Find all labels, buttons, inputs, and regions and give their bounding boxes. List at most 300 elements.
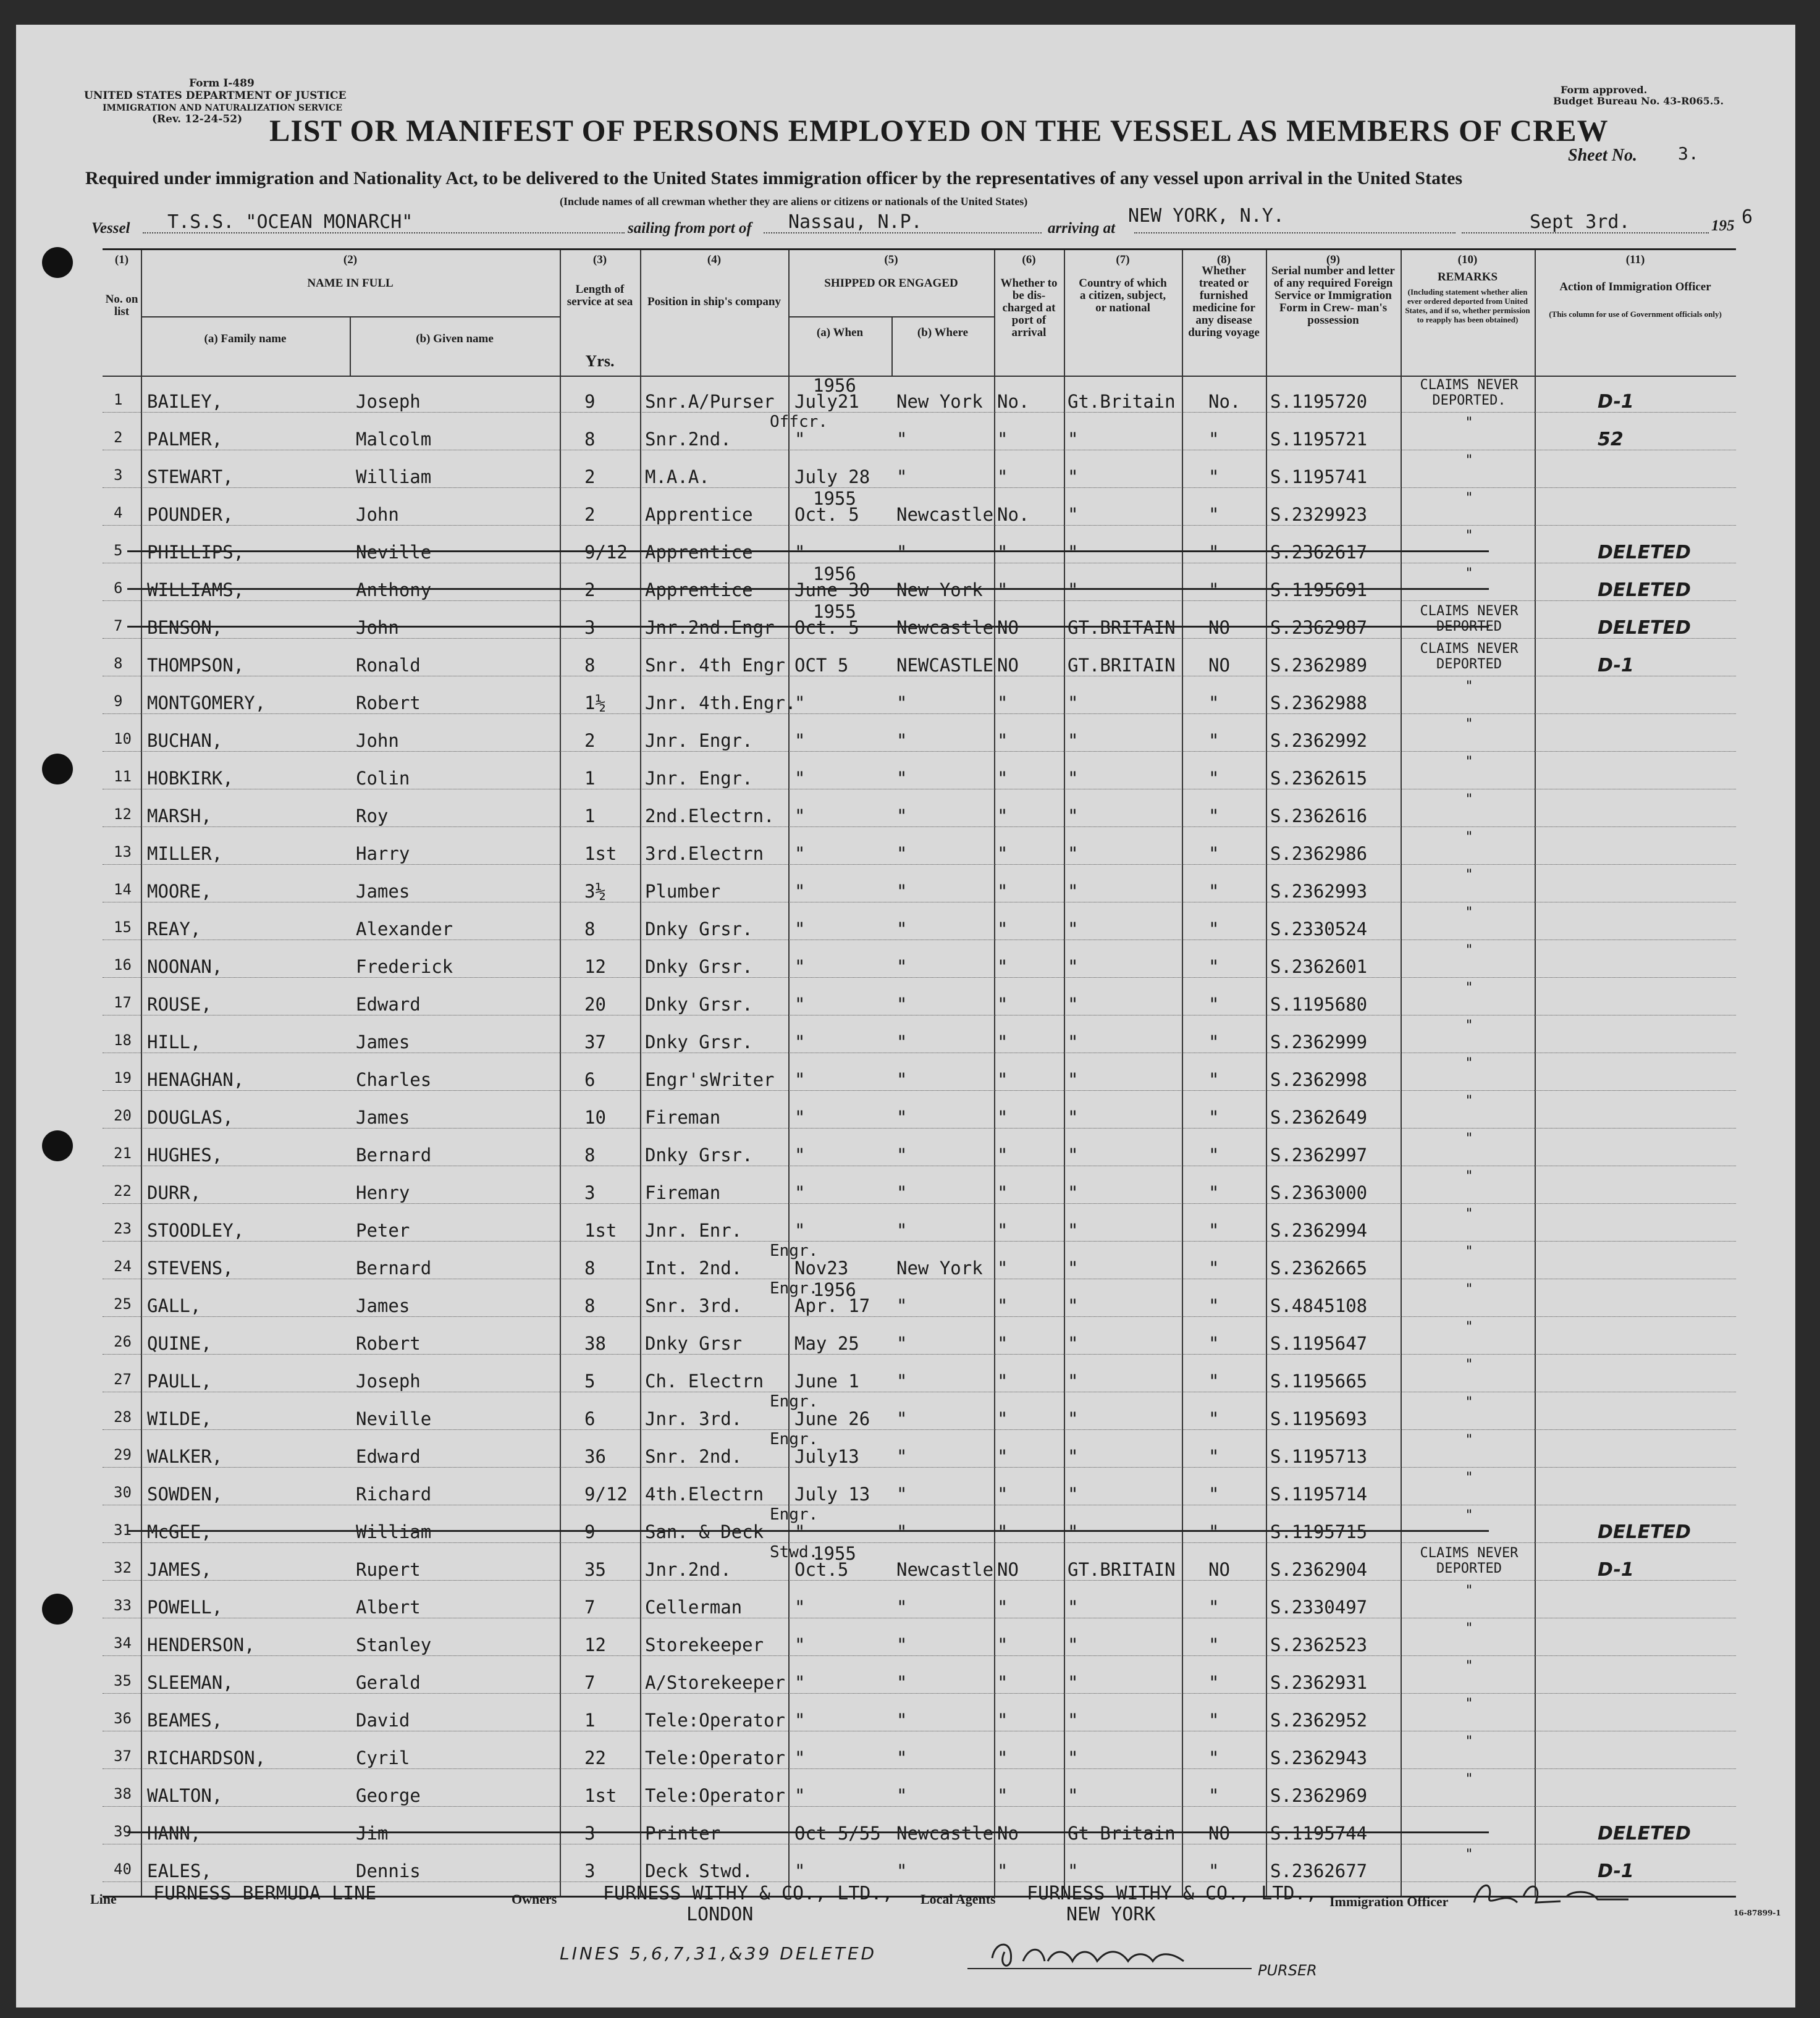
given-name: Robert bbox=[356, 1333, 421, 1354]
serial-number: S.2362616 bbox=[1270, 805, 1368, 826]
discharged: NO bbox=[997, 617, 1019, 638]
given-name: Albert bbox=[356, 1597, 421, 1618]
citizenship: " bbox=[1068, 956, 1079, 977]
given-name: Bernard bbox=[356, 1258, 432, 1279]
row-number: 38 bbox=[114, 1785, 132, 1802]
service-years: 1 bbox=[584, 768, 596, 789]
position: Tele:Operator bbox=[645, 1710, 785, 1731]
discharged: " bbox=[997, 805, 1008, 826]
remarks: " bbox=[1465, 905, 1473, 920]
engaged-where: " bbox=[896, 956, 908, 977]
engaged-where: " bbox=[896, 1634, 908, 1655]
col5-number: (5) bbox=[884, 253, 898, 266]
position: M.A.A. bbox=[645, 466, 710, 487]
medical: " bbox=[1208, 1521, 1220, 1542]
given-name: James bbox=[356, 1107, 410, 1128]
family-name: WALKER, bbox=[147, 1446, 223, 1467]
serial-number: S.4845108 bbox=[1270, 1295, 1368, 1316]
immigration-action: D-1 bbox=[1598, 655, 1634, 676]
table-row bbox=[103, 1015, 1736, 1053]
strike-through-line bbox=[127, 1530, 1489, 1532]
engaged-year: 1956 bbox=[813, 563, 856, 584]
engaged-where: New York bbox=[896, 391, 983, 412]
position: San. & Deck bbox=[645, 1521, 764, 1542]
engaged-where: New York bbox=[896, 1258, 983, 1279]
discharged: " bbox=[997, 429, 1008, 450]
agents-label: Local Agents bbox=[921, 1891, 996, 1907]
engaged-where: " bbox=[896, 768, 908, 789]
engaged-when: " bbox=[794, 1597, 806, 1618]
engaged-when: OCT 5 bbox=[794, 655, 849, 676]
deleted-lines-note: LINES 5,6,7,31,&39 DELETED bbox=[560, 1943, 877, 1964]
family-name: MARSH, bbox=[147, 805, 212, 826]
citizenship: " bbox=[1068, 1672, 1079, 1693]
col10-note: (Including statement whether alien ever ordered deported from United States, and if so, whether permission to reapply has been obtained) bbox=[1405, 287, 1530, 324]
serial-number: S.2362988 bbox=[1270, 692, 1368, 713]
citizenship: " bbox=[1068, 881, 1079, 902]
department: UNITED STATES DEPARTMENT OF JUSTICE bbox=[84, 90, 347, 102]
citizenship: " bbox=[1068, 1408, 1079, 1429]
row-number: 18 bbox=[114, 1032, 132, 1049]
immigration-action: DELETED bbox=[1598, 1823, 1691, 1844]
immigration-action: D-1 bbox=[1598, 1559, 1634, 1581]
discharged: " bbox=[997, 1333, 1008, 1354]
position: Deck Stwd. bbox=[645, 1860, 753, 1881]
purser-label: PURSER bbox=[1258, 1962, 1317, 1979]
given-name: Stanley bbox=[356, 1634, 432, 1655]
engaged-when: " bbox=[794, 1069, 806, 1090]
service-years: 2 bbox=[584, 730, 596, 751]
medical: " bbox=[1208, 429, 1220, 450]
medical: " bbox=[1208, 1258, 1220, 1279]
engaged-when: " bbox=[794, 1521, 806, 1542]
col8-title: Whether treated or furnished medicine for any disease during voyage bbox=[1188, 264, 1260, 339]
family-name: STEVENS, bbox=[147, 1258, 234, 1279]
medical: " bbox=[1208, 768, 1220, 789]
discharged: No bbox=[997, 1823, 1019, 1844]
discharged: " bbox=[997, 994, 1008, 1015]
position: Ch. Electrn bbox=[645, 1371, 764, 1392]
remarks: " bbox=[1465, 1470, 1473, 1486]
col2-title: NAME IN FULL bbox=[307, 277, 394, 290]
col1-number: (1) bbox=[114, 253, 129, 266]
remarks: " bbox=[1465, 717, 1473, 732]
position: 3rd.Electrn bbox=[645, 843, 764, 864]
discharged: " bbox=[997, 1145, 1008, 1166]
punch-hole bbox=[42, 1130, 73, 1161]
discharged: " bbox=[997, 1597, 1008, 1618]
serial-number: S.1195721 bbox=[1270, 429, 1368, 450]
col11-title: Action of Immigration Officer bbox=[1559, 280, 1711, 293]
engaged-when: " bbox=[794, 1182, 806, 1203]
sheet-no-label: Sheet No. bbox=[1568, 146, 1637, 165]
col7-title: Country of which a citizen, subject, or national bbox=[1079, 277, 1167, 314]
agents-city: NEW YORK bbox=[1066, 1904, 1156, 1925]
engaged-where: " bbox=[896, 692, 908, 713]
medical: " bbox=[1208, 1597, 1220, 1618]
owners-label: Owners bbox=[512, 1891, 557, 1907]
table-row bbox=[103, 902, 1736, 940]
col2a-title: (a) Family name bbox=[204, 332, 287, 345]
given-name: George bbox=[356, 1785, 421, 1806]
given-name: Charles bbox=[356, 1069, 432, 1090]
position: Dnky Grsr. bbox=[645, 956, 753, 977]
owners-city: LONDON bbox=[686, 1904, 754, 1925]
given-name: Edward bbox=[356, 1446, 421, 1467]
service-years: 8 bbox=[584, 1258, 596, 1279]
table-row bbox=[103, 1204, 1736, 1242]
service-years: 7 bbox=[584, 1597, 596, 1618]
given-name: Cyril bbox=[356, 1747, 410, 1768]
family-name: WALTON, bbox=[147, 1785, 223, 1806]
citizenship: " bbox=[1068, 1258, 1079, 1279]
engaged-where: " bbox=[896, 542, 908, 563]
service-years: 8 bbox=[584, 1295, 596, 1316]
engaged-where: New York bbox=[896, 579, 983, 600]
engaged-where: " bbox=[896, 1107, 908, 1128]
engaged-when: " bbox=[794, 1220, 806, 1241]
citizenship: " bbox=[1068, 1521, 1079, 1542]
given-name: Henry bbox=[356, 1182, 410, 1203]
position-line-above: Engr. bbox=[770, 1505, 819, 1524]
family-name: McGEE, bbox=[147, 1521, 212, 1542]
position: Jnr. 4th.Engr. bbox=[645, 692, 796, 713]
arrival-port: NEW YORK, N.Y. bbox=[1128, 205, 1284, 227]
serial-number: S.2363000 bbox=[1270, 1182, 1368, 1203]
medical: " bbox=[1208, 466, 1220, 487]
serial-number: S.2362665 bbox=[1270, 1258, 1368, 1279]
engaged-when: " bbox=[794, 881, 806, 902]
engaged-when: " bbox=[794, 1860, 806, 1881]
remarks: " bbox=[1465, 1847, 1473, 1862]
form-approved: Form approved. bbox=[1561, 84, 1648, 96]
discharged: No. bbox=[997, 391, 1030, 412]
engaged-when: June 30 bbox=[794, 579, 870, 600]
medical: " bbox=[1208, 1032, 1220, 1053]
service-years: 9 bbox=[584, 391, 596, 412]
engaged-where: " bbox=[896, 1069, 908, 1090]
discharged: " bbox=[997, 1107, 1008, 1128]
citizenship: " bbox=[1068, 1069, 1079, 1090]
medical: " bbox=[1208, 919, 1220, 940]
citizenship: " bbox=[1068, 1597, 1079, 1618]
engaged-where: " bbox=[896, 1672, 908, 1693]
citizenship: " bbox=[1068, 1747, 1079, 1768]
owners-value: FURNESS WITHY & CO., LTD., bbox=[603, 1883, 893, 1904]
engaged-when: " bbox=[794, 1672, 806, 1693]
position: Snr. 2nd. bbox=[645, 1446, 743, 1467]
position: A/Storekeeper bbox=[645, 1672, 785, 1693]
service-years: 8 bbox=[584, 1145, 596, 1166]
service-years: 12 bbox=[584, 1634, 606, 1655]
engaged-when: July 13 bbox=[794, 1484, 870, 1505]
table-row bbox=[103, 1053, 1736, 1091]
row-number: 16 bbox=[114, 956, 132, 973]
serial-number: S.1195680 bbox=[1270, 994, 1368, 1015]
table-row bbox=[103, 1844, 1736, 1882]
medical: " bbox=[1208, 1446, 1220, 1467]
citizenship: " bbox=[1068, 504, 1079, 525]
remarks: " bbox=[1465, 1357, 1473, 1373]
engaged-when: " bbox=[794, 805, 806, 826]
service-years: 38 bbox=[584, 1333, 606, 1354]
given-name: James bbox=[356, 1295, 410, 1316]
row-number: 17 bbox=[114, 994, 132, 1011]
table-row bbox=[103, 1392, 1736, 1430]
remarks: " bbox=[1465, 830, 1473, 845]
manifest-sheet bbox=[16, 25, 1795, 2007]
medical: " bbox=[1208, 579, 1220, 600]
row-number: 34 bbox=[114, 1634, 132, 1652]
discharged: " bbox=[997, 1032, 1008, 1053]
given-name: Alexander bbox=[356, 919, 453, 940]
engaged-when: " bbox=[794, 1634, 806, 1655]
medical: NO bbox=[1208, 655, 1230, 676]
engaged-when: " bbox=[794, 994, 806, 1015]
line-label: Line bbox=[90, 1891, 117, 1907]
medical: No. bbox=[1208, 391, 1241, 412]
citizenship: " bbox=[1068, 1371, 1079, 1392]
engaged-where: " bbox=[896, 1484, 908, 1505]
position-line-above: Engr. bbox=[770, 1279, 819, 1298]
date-underline bbox=[1462, 232, 1709, 233]
remarks: " bbox=[1465, 1131, 1473, 1146]
table-row bbox=[103, 488, 1736, 526]
citizenship: " bbox=[1068, 429, 1079, 450]
family-name: HANN, bbox=[147, 1823, 201, 1844]
given-name: Jim bbox=[356, 1823, 389, 1844]
service-years: 3 bbox=[584, 1860, 596, 1881]
punch-hole bbox=[42, 1594, 73, 1625]
remarks: " bbox=[1465, 1244, 1473, 1259]
table-row bbox=[103, 1731, 1736, 1769]
serial-number: S.2362999 bbox=[1270, 1032, 1368, 1053]
medical: " bbox=[1208, 805, 1220, 826]
given-name: James bbox=[356, 1032, 410, 1053]
table-row bbox=[103, 827, 1736, 865]
serial-number: S.2362998 bbox=[1270, 1069, 1368, 1090]
strike-through-line bbox=[127, 1831, 1489, 1833]
medical: " bbox=[1208, 1145, 1220, 1166]
sailing-label: sailing from port of bbox=[628, 220, 752, 237]
family-name: QUINE, bbox=[147, 1333, 212, 1354]
remarks: " bbox=[1465, 1772, 1473, 1787]
remarks: " bbox=[1465, 1282, 1473, 1297]
serial-number: S.2362601 bbox=[1270, 956, 1368, 977]
family-name: HENAGHAN, bbox=[147, 1069, 245, 1090]
medical: " bbox=[1208, 1747, 1220, 1768]
citizenship: " bbox=[1068, 1710, 1079, 1731]
citizenship: " bbox=[1068, 1032, 1079, 1053]
family-name: WILLIAMS, bbox=[147, 579, 245, 600]
position: 4th.Electrn bbox=[645, 1484, 764, 1505]
given-name: Harry bbox=[356, 843, 410, 864]
sheet-no-value: 3. bbox=[1678, 143, 1699, 164]
position: Snr.A/Purser bbox=[645, 391, 775, 412]
medical: NO bbox=[1208, 617, 1230, 638]
serial-number: S.2362997 bbox=[1270, 1145, 1368, 1166]
citizenship: " bbox=[1068, 1220, 1079, 1241]
engaged-when: Apr. 17 bbox=[794, 1295, 870, 1316]
serial-number: S.2362617 bbox=[1270, 542, 1368, 563]
serial-number: S.2362992 bbox=[1270, 730, 1368, 751]
remarks: CLAIMS NEVER DEPORTED bbox=[1420, 641, 1519, 672]
row-number: 31 bbox=[114, 1521, 132, 1539]
table-row bbox=[103, 1656, 1736, 1694]
departure-port: Nassau, N.P. bbox=[788, 211, 922, 233]
service-years: 2 bbox=[584, 504, 596, 525]
table-row bbox=[103, 1769, 1736, 1807]
serial-number: S.2362987 bbox=[1270, 617, 1368, 638]
table-row bbox=[103, 413, 1736, 450]
discharged: " bbox=[997, 1069, 1008, 1090]
position: Int. 2nd. bbox=[645, 1258, 743, 1279]
serial-number: S.2362523 bbox=[1270, 1634, 1368, 1655]
given-name: David bbox=[356, 1710, 410, 1731]
table-row bbox=[103, 1543, 1736, 1581]
engaged-where: " bbox=[896, 1521, 908, 1542]
family-name: MOORE, bbox=[147, 881, 212, 902]
col4-title: Position in ship's company bbox=[647, 295, 781, 308]
service-years: 6 bbox=[584, 1069, 596, 1090]
given-name: James bbox=[356, 881, 410, 902]
table-row bbox=[103, 1581, 1736, 1618]
table-row bbox=[103, 1355, 1736, 1392]
table-row bbox=[103, 1166, 1736, 1204]
service-years: 3 bbox=[584, 617, 596, 638]
strike-through-line bbox=[127, 588, 1489, 590]
row-number: 19 bbox=[114, 1069, 132, 1087]
citizenship: GT.BRITAIN bbox=[1068, 1559, 1176, 1580]
row-number: 25 bbox=[114, 1295, 132, 1313]
given-name: Colin bbox=[356, 768, 410, 789]
medical: " bbox=[1208, 542, 1220, 563]
serial-number: S.2330524 bbox=[1270, 919, 1368, 940]
engaged-when: Nov23 bbox=[794, 1258, 849, 1279]
discharged: " bbox=[997, 1634, 1008, 1655]
discharged: " bbox=[997, 1484, 1008, 1505]
immigration-action: DELETED bbox=[1598, 617, 1691, 639]
engaged-where: " bbox=[896, 1408, 908, 1429]
given-name: Neville bbox=[356, 542, 432, 563]
remarks: " bbox=[1465, 1056, 1473, 1071]
discharged: " bbox=[997, 881, 1008, 902]
row-number: 11 bbox=[114, 768, 132, 785]
given-name: William bbox=[356, 466, 432, 487]
officer-label: Immigration Officer bbox=[1329, 1894, 1449, 1909]
row-number: 32 bbox=[114, 1559, 132, 1576]
citizenship: " bbox=[1068, 1860, 1079, 1881]
citizenship: " bbox=[1068, 805, 1079, 826]
discharged: " bbox=[997, 730, 1008, 751]
family-name: BEAMES, bbox=[147, 1710, 223, 1731]
engaged-when: July13 bbox=[794, 1446, 859, 1467]
table-row bbox=[103, 1694, 1736, 1731]
table-row bbox=[103, 563, 1736, 601]
serial-number: S.1195741 bbox=[1270, 466, 1368, 487]
engaged-when: " bbox=[794, 1785, 806, 1806]
citizenship: Gt.Britain bbox=[1068, 391, 1176, 412]
engaged-where: Newcastle bbox=[896, 1823, 994, 1844]
remarks: " bbox=[1465, 1093, 1473, 1109]
immigration-action: D-1 bbox=[1598, 1860, 1634, 1882]
immigration-action: D-1 bbox=[1598, 391, 1634, 413]
family-name: BUCHAN, bbox=[147, 730, 223, 751]
discharged: " bbox=[997, 1371, 1008, 1392]
service-years: 6 bbox=[584, 1408, 596, 1429]
table-row bbox=[103, 450, 1736, 488]
position: Plumber bbox=[645, 881, 721, 902]
discharged: " bbox=[997, 1521, 1008, 1542]
form-number: Form I-489 bbox=[189, 77, 255, 90]
engaged-when: Oct. 5 bbox=[794, 617, 859, 638]
family-name: MONTGOMERY, bbox=[147, 692, 266, 713]
citizenship: Gt Britain bbox=[1068, 1823, 1176, 1844]
table-row bbox=[103, 1129, 1736, 1166]
position: Storekeeper bbox=[645, 1634, 764, 1655]
col3-title: Length of service at sea bbox=[567, 283, 633, 308]
remarks: " bbox=[1465, 566, 1473, 581]
engaged-when: " bbox=[794, 1107, 806, 1128]
given-name: Rupert bbox=[356, 1559, 421, 1580]
remarks: " bbox=[1465, 980, 1473, 996]
service-years: 9/12 bbox=[584, 1484, 628, 1505]
position: Dnky Grsr. bbox=[645, 994, 753, 1015]
page-subtitle: Required under immigration and Nationality Act, to be delivered to the United States immigration officer by the representatives of any vessel upon arrival in the United States bbox=[85, 168, 1463, 188]
given-name: Peter bbox=[356, 1220, 410, 1241]
engaged-when: " bbox=[794, 1145, 806, 1166]
immigration-action: DELETED bbox=[1598, 1521, 1691, 1543]
given-name: John bbox=[356, 617, 399, 638]
row-number: 23 bbox=[114, 1220, 132, 1237]
service-years: 36 bbox=[584, 1446, 606, 1467]
engaged-when: " bbox=[794, 1747, 806, 1768]
col3-unit: Yrs. bbox=[585, 352, 615, 370]
serial-number: S.2362677 bbox=[1270, 1860, 1368, 1881]
col9-number: (9) bbox=[1326, 253, 1341, 266]
col5a-title: (a) When bbox=[816, 326, 864, 339]
serial-number: S.2362969 bbox=[1270, 1785, 1368, 1806]
discharged: " bbox=[997, 466, 1008, 487]
engaged-where: " bbox=[896, 994, 908, 1015]
row-number: 28 bbox=[114, 1408, 132, 1426]
row-number: 1 bbox=[114, 391, 123, 408]
strike-through-line bbox=[127, 550, 1489, 552]
citizenship: " bbox=[1068, 1145, 1079, 1166]
row-number: 27 bbox=[114, 1371, 132, 1388]
row-number: 4 bbox=[114, 504, 123, 521]
citizenship: " bbox=[1068, 1785, 1079, 1806]
col5-title: SHIPPED OR ENGAGED bbox=[824, 277, 958, 290]
serial-number: S.2330497 bbox=[1270, 1597, 1368, 1618]
punch-hole bbox=[42, 247, 73, 278]
family-name: EALES, bbox=[147, 1860, 212, 1881]
given-name: John bbox=[356, 730, 399, 751]
citizenship: " bbox=[1068, 466, 1079, 487]
family-name: ROUSE, bbox=[147, 994, 212, 1015]
row-number: 30 bbox=[114, 1484, 132, 1501]
citizenship: " bbox=[1068, 994, 1079, 1015]
serial-number: S.2362952 bbox=[1270, 1710, 1368, 1731]
engaged-when: " bbox=[794, 843, 806, 864]
engaged-when: Oct.5 bbox=[794, 1559, 849, 1580]
medical: " bbox=[1208, 1785, 1220, 1806]
col2b-title: (b) Given name bbox=[416, 332, 494, 345]
row-number: 3 bbox=[114, 466, 123, 484]
col6-title: Whether to be dis- charged at port of arrival bbox=[1000, 277, 1058, 339]
service-years: 1½ bbox=[584, 692, 606, 713]
remarks: " bbox=[1465, 1432, 1473, 1448]
